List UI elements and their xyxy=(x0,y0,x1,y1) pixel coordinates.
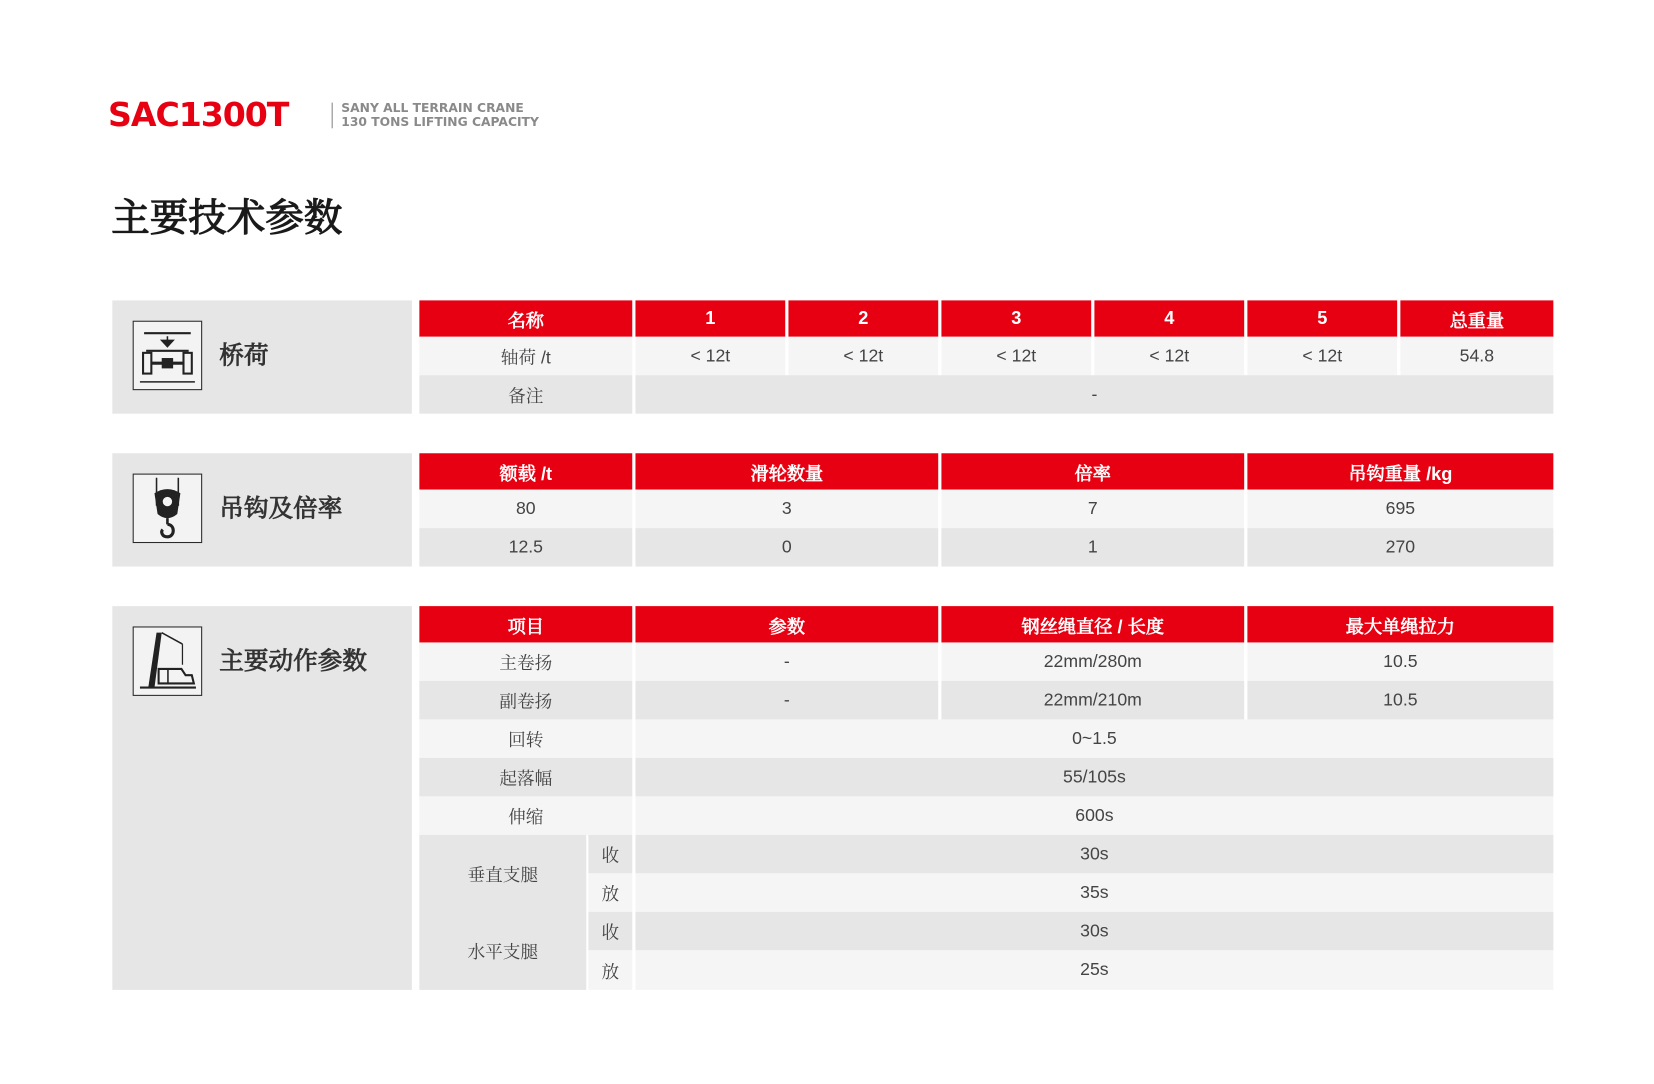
hook-row1-sheaves: 3 xyxy=(635,490,938,528)
hook-header-sheaves: 滑轮数量 xyxy=(635,453,938,489)
crane-boom-icon xyxy=(133,626,203,695)
hook-header-rated-load: 额载 /t xyxy=(419,453,632,489)
axle-value-4: < 12t xyxy=(1094,337,1244,375)
axle-value-3: < 12t xyxy=(941,337,1091,375)
horizontal-retract-value: 30s xyxy=(635,912,1553,950)
axle-value-5: < 12t xyxy=(1247,337,1397,375)
main-winch-label: 主卷扬 xyxy=(419,642,632,680)
axle-note-label: 备注 xyxy=(419,375,632,413)
axle-header-total: 总重量 xyxy=(1400,300,1553,336)
model-logo: SAC1300T xyxy=(108,96,289,135)
hook-row2-load: 12.5 xyxy=(419,528,632,566)
main-winch-param: - xyxy=(635,642,938,680)
hook-header-reeving: 倍率 xyxy=(941,453,1244,489)
aux-winch-pull: 10.5 xyxy=(1247,681,1553,719)
motion-header-item: 项目 xyxy=(419,606,632,642)
slewing-label: 回转 xyxy=(419,719,632,757)
hook-row1-reeving: 7 xyxy=(941,490,1244,528)
vertical-outrigger-label: 垂直支腿 xyxy=(467,865,539,886)
vertical-extend-label: 放 xyxy=(588,873,632,911)
hook-header-weight: 吊钩重量 /kg xyxy=(1247,453,1553,489)
motion-header-param: 参数 xyxy=(635,606,938,642)
luffing-label: 起落幅 xyxy=(419,758,632,796)
horizontal-retract-label: 收 xyxy=(588,912,632,950)
axle-note-value: - xyxy=(635,375,1553,413)
hook-row1-load: 80 xyxy=(419,490,632,528)
aux-winch-param: - xyxy=(635,681,938,719)
telescoping-value: 600s xyxy=(635,796,1553,834)
hook-row1-weight: 695 xyxy=(1247,490,1553,528)
axle-header-2: 2 xyxy=(788,300,938,336)
axle-header-5: 5 xyxy=(1247,300,1397,336)
aux-winch-label: 副卷扬 xyxy=(419,681,632,719)
hook-block-icon xyxy=(133,474,203,543)
hook-section-title: 吊钩及倍率 xyxy=(219,494,343,523)
aux-winch-rope: 22mm/210m xyxy=(941,681,1244,719)
logo-divider xyxy=(332,103,333,129)
hook-row2-sheaves: 0 xyxy=(635,528,938,566)
hook-row2-reeving: 1 xyxy=(941,528,1244,566)
logo-subtitle-line1: SANY ALL TERRAIN CRANE xyxy=(341,100,524,116)
axle-row-label: 轴荷 /t xyxy=(419,337,632,375)
main-winch-pull: 10.5 xyxy=(1247,642,1553,680)
logo-subtitle-line2: 130 TONS LIFTING CAPACITY xyxy=(341,114,539,130)
axle-value-total: 54.8 xyxy=(1400,337,1553,375)
telescoping-label: 伸缩 xyxy=(419,796,632,834)
axle-value-1: < 12t xyxy=(635,337,785,375)
vertical-extend-value: 35s xyxy=(635,873,1553,911)
motion-section-title: 主要动作参数 xyxy=(219,647,367,676)
slewing-value: 0~1.5 xyxy=(635,719,1553,757)
axle-header-1: 1 xyxy=(635,300,785,336)
axle-header-4: 4 xyxy=(1094,300,1244,336)
vertical-retract-value: 30s xyxy=(635,835,1553,873)
axle-value-2: < 12t xyxy=(788,337,938,375)
horizontal-outrigger-label: 水平支腿 xyxy=(467,942,539,963)
motion-header-pull: 最大单绳拉力 xyxy=(1247,606,1553,642)
motion-header-rope: 钢丝绳直径 / 长度 xyxy=(941,606,1244,642)
horizontal-extend-value: 25s xyxy=(635,950,1553,990)
horizontal-extend-label: 放 xyxy=(588,950,632,990)
axle-header-name: 名称 xyxy=(419,300,632,336)
axle-header-3: 3 xyxy=(941,300,1091,336)
hook-row2-weight: 270 xyxy=(1247,528,1553,566)
vertical-retract-label: 收 xyxy=(588,835,632,873)
page-title: 主要技术参数 xyxy=(111,196,343,241)
main-winch-rope: 22mm/280m xyxy=(941,642,1244,680)
axle-load-icon xyxy=(133,321,203,390)
axle-section-title: 桥荷 xyxy=(219,342,269,370)
luffing-value: 55/105s xyxy=(635,758,1553,796)
